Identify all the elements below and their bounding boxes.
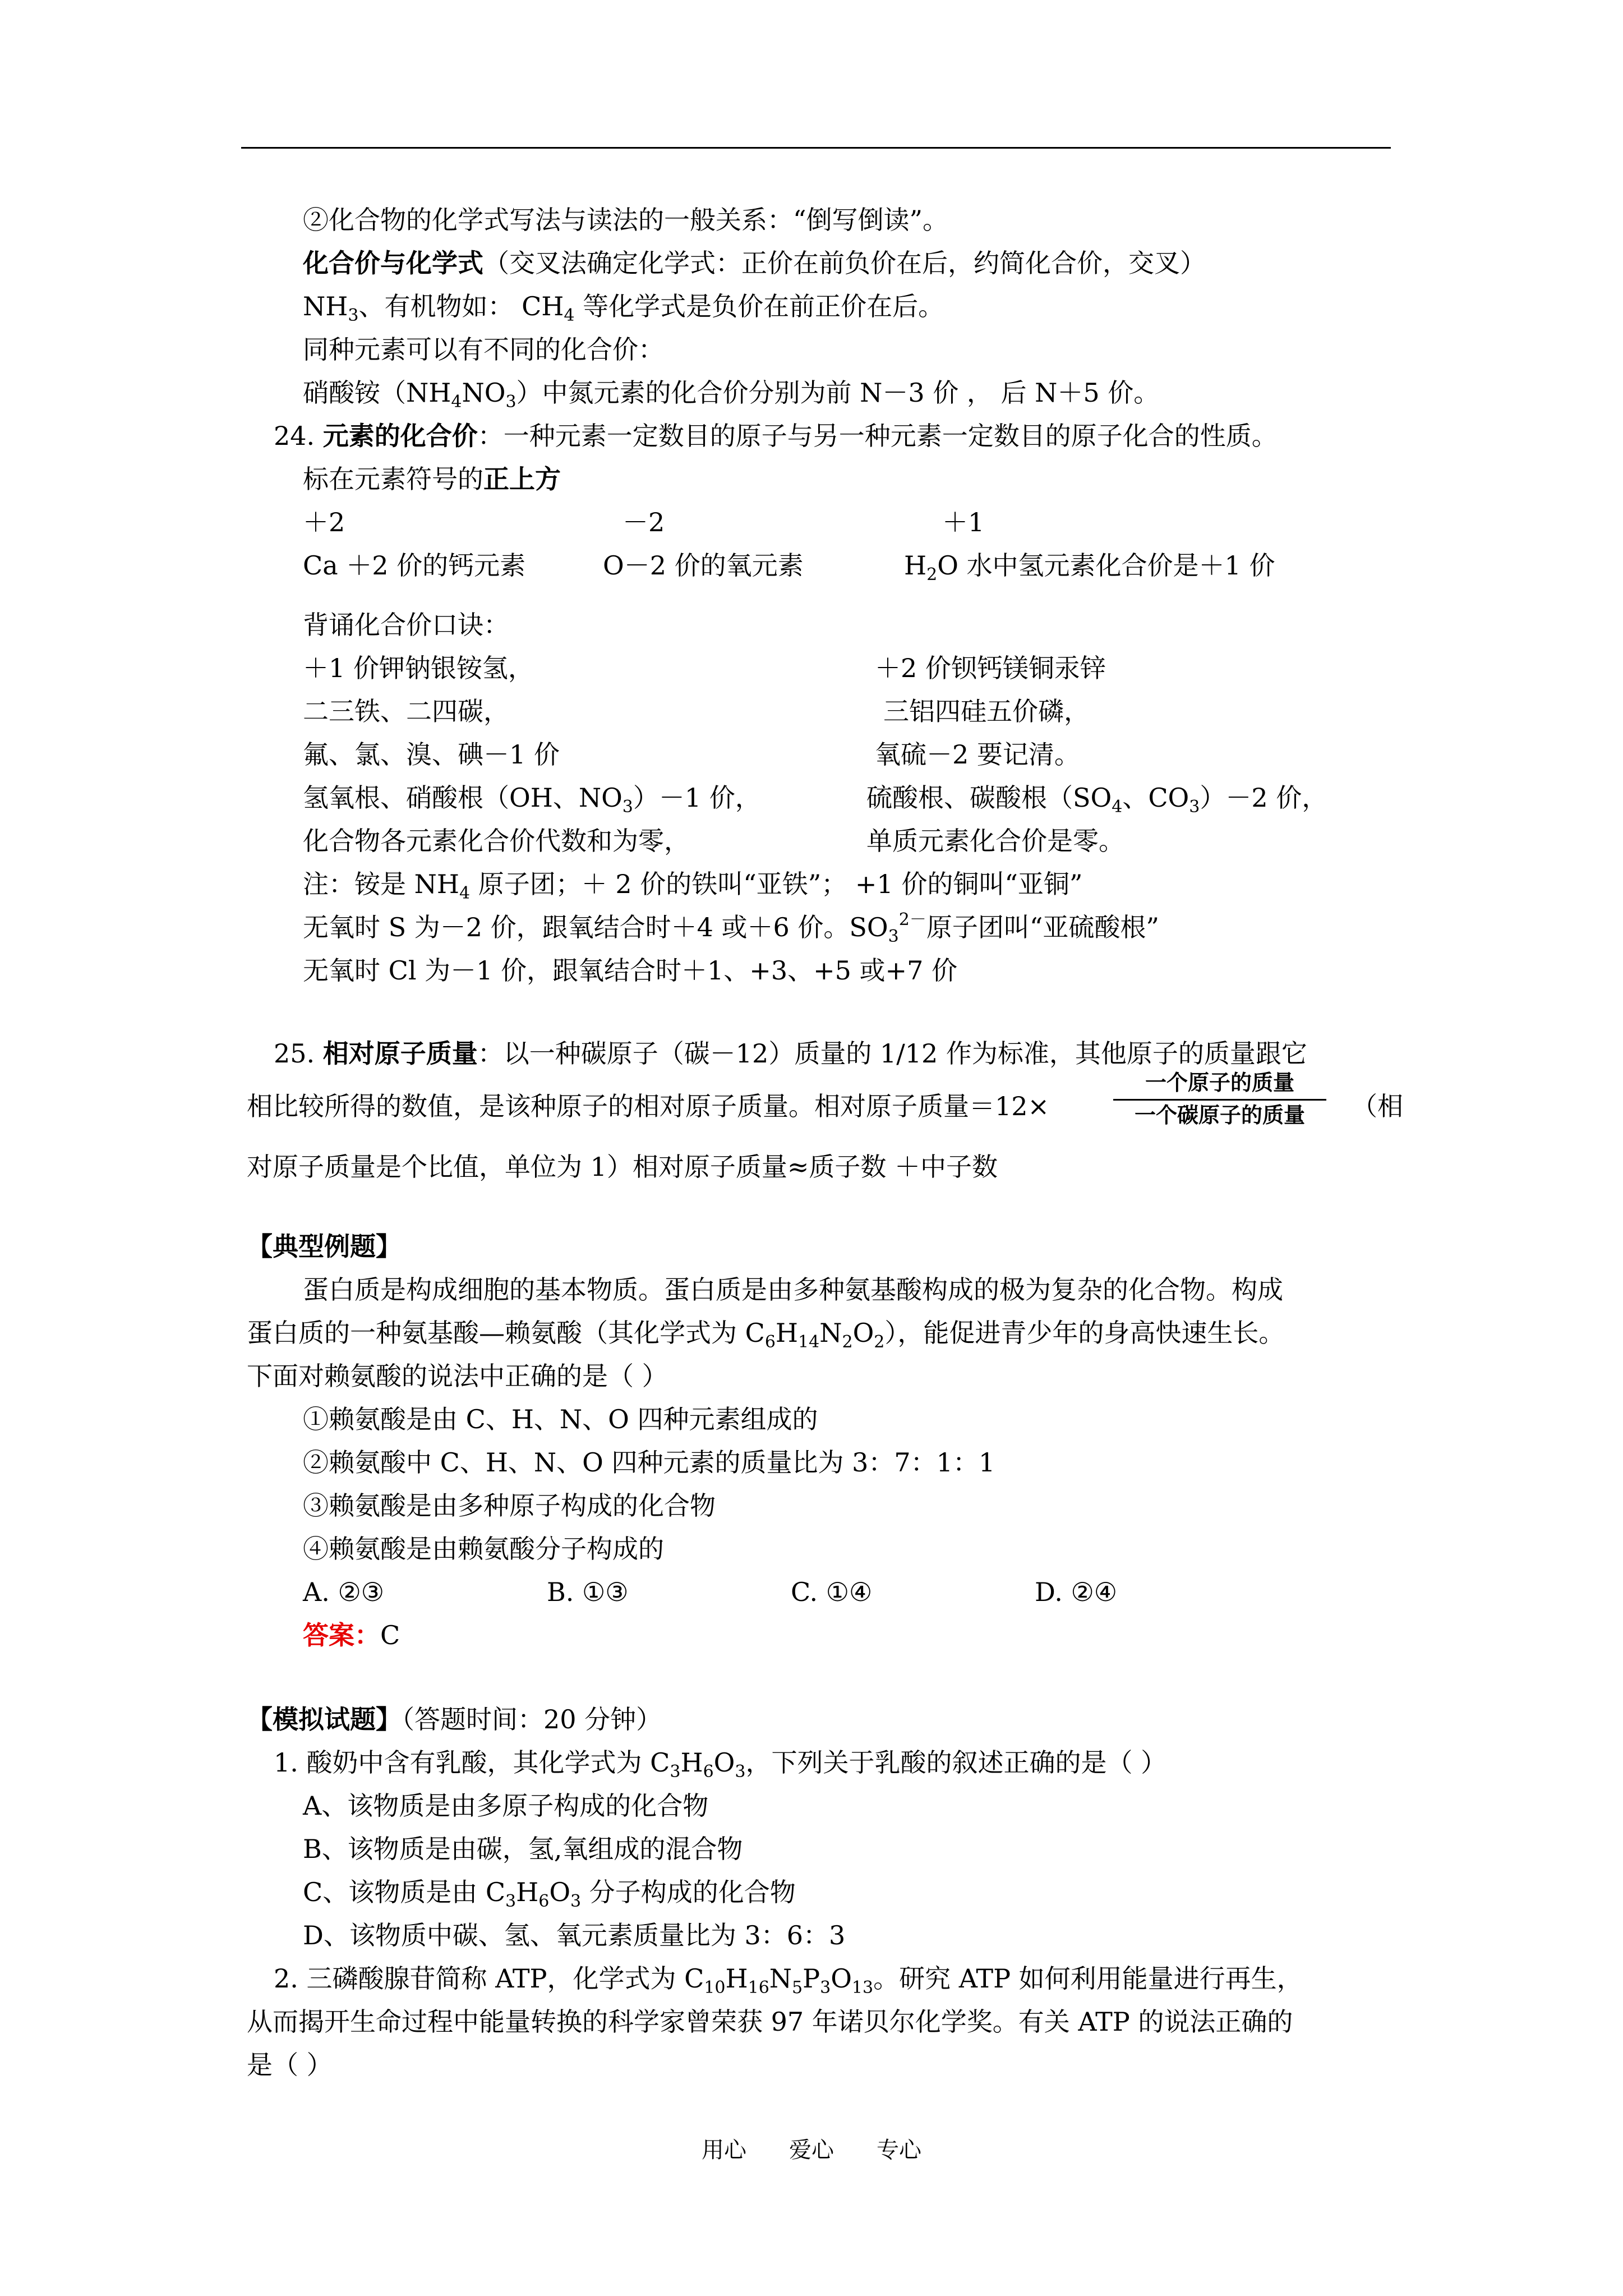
option-line: ④赖氨酸是由赖氨酸分子构成的 [303,1534,664,1564]
option-line: ②赖氨酸中 C、H、N、O 四种元素的质量比为 3：7：1：1 [303,1447,995,1478]
rhyme-right: 三铝四硅五价磷， [883,696,1090,726]
option-line: B、该物质是由碳，氢,氧组成的混合物 [303,1834,743,1864]
rhyme-left: 化合物各元素化合价代数和为零， [303,826,690,856]
option-line: C、该物质是由 $C_3H_6O_3$ 分子构成的化合物 [303,1877,796,1911]
choice-b: B. ①③ [547,1577,629,1607]
example-heading: 【典型例题】 [247,1231,402,1262]
text-line: 蛋白质的一种氨基酸—赖氨酸（其化学式为 $C_6H_{14}N_2O_2$），能促进青少年的身高快速生长。 [247,1318,1285,1352]
text-line: 背诵化合价口诀： [303,610,509,640]
valence-mark: ＋1 [942,507,985,537]
rhyme-right: 硫酸根、碳酸根（$SO_4$、$CO_3)-2$ 价， [866,783,1328,817]
valence-example: O－2 价的氧元素 [603,550,804,581]
section-24-title: 24. 元素的化合价：一种元素一定数目的原子与另一种元素一定数目的原子化合的性质。 [274,421,1278,451]
choice-c: C. ①④ [791,1577,873,1607]
fraction-bar [1113,1099,1326,1101]
relative-mass-fraction [1113,1069,1326,1130]
rhyme-left: 二三铁、二四碳， [303,696,509,726]
text-line: 相比较所得的数值，是该种原子的相对原子质量。相对原子质量＝12× [247,1091,1050,1121]
valence-example: $H_2O$ 水中氢元素化合价是＋1 价 [904,550,1275,585]
footer-text: 爱心 [789,2137,834,2163]
text-line: 化合价与化学式（交叉法确定化学式：正价在前负价在后，约简化合价，交叉） [303,248,1206,278]
page-footer [0,2134,1623,2166]
note-line: 无氧时 Cl 为－1 价，跟氧结合时＋1、+3、+5 或+7 价 [303,955,957,986]
answer-line: 答案：C [303,1620,400,1650]
text-line: 下面对赖氨酸的说法中正确的是（ ） [247,1361,668,1391]
rhyme-left: 氢氧根、硝酸根（OH、$NO_3)-1$ 价， [303,783,761,817]
fraction-numerator: 一个原子的质量 [1145,1070,1294,1095]
text-line: $NH_3$、有机物如： $CH_4$ 等化学式是负价在前正价在后。 [303,291,944,325]
choice-a: A. ②③ [303,1577,384,1607]
question-1: 1. 酸奶中含有乳酸，其化学式为 $C_3H_6O_3$，下列关于乳酸的叙述正确的是（ ） [274,1747,1167,1782]
valence-mark: ＋2 [303,507,345,537]
section-25-title: 25. 相对原子质量：以一种碳原子（碳－12）质量的 1/12 作为标准，其他原子的质量跟它 [274,1038,1307,1069]
text-line: 硝酸铵$(NH_4NO_3)$中氮元素的化合价分别为前 N－3 价 ， 后 N＋5 价。 [303,378,1160,412]
rhyme-left: 氟、氯、溴、碘－1 价 [303,739,560,770]
note-line: 无氧时 S 为－2 价，跟氧结合时＋4 或＋6 价。$SO_3^{2-}$原子团叫“亚硫酸根” [303,910,1159,946]
option-line: ①赖氨酸是由 C、H、N、O 四种元素组成的 [303,1404,818,1434]
text-line: 对原子质量是个比值，单位为 1）相对原子质量≈质子数 ＋中子数 [247,1152,998,1182]
footer-text: 用心 [702,2137,746,2163]
choice-d: D. ②④ [1035,1577,1117,1607]
text-line: ②化合物的化学式写法与读法的一般关系：“倒写倒读”。 [303,205,949,235]
rhyme-right: ＋2 价钡钙镁铜汞锌 [875,653,1106,683]
text-line: （相 [1352,1091,1403,1121]
text-line: 从而揭开生命过程中能量转换的科学家曾荣获 97 年诺贝尔化学奖。有关 ATP 的说法正确的 [247,2007,1293,2037]
valence-example: Ca ＋2 价的钙元素 [303,550,526,581]
rhyme-right: 氧硫－2 要记清。 [875,739,1080,770]
option-line: D、该物质中碳、氢、氧元素质量比为 3：6：3 [303,1920,846,1950]
question-2: 2. 三磷酸腺苷简称 ATP，化学式为 $C_{10}H_{16}N_5P_3O_{13}$。研究 ATP 如何利用能量进行再生， [274,1963,1303,1998]
header-rule [241,147,1391,149]
rhyme-right: 单质元素化合价是零。 [866,826,1124,856]
text-line: 是（ ） [247,2050,333,2080]
text-line: 同种元素可以有不同的化合价： [303,334,664,365]
option-line: ③赖氨酸是由多种原子构成的化合物 [303,1490,716,1521]
text-line: 蛋白质是构成细胞的基本物质。蛋白质是由多种氨基酸构成的极为复杂的化合物。构成 [303,1274,1283,1305]
note-line: 注：铵是 $NH_4$ 原子团；＋ 2 价的铁叫“亚铁”； +1 价的铜叫“亚铜” [303,869,1083,903]
footer-text: 专心 [877,2137,921,2163]
fraction-denominator: 一个碳原子的质量 [1134,1103,1305,1128]
mock-heading: 【模拟试题】（答题时间：20 分钟） [247,1704,662,1734]
valence-mark: －2 [623,507,665,537]
text-line: 标在元素符号的正上方 [303,464,561,494]
option-line: A、该物质是由多原子构成的化合物 [303,1791,709,1821]
rhyme-left: ＋1 价钾钠银铵氢， [303,653,534,683]
